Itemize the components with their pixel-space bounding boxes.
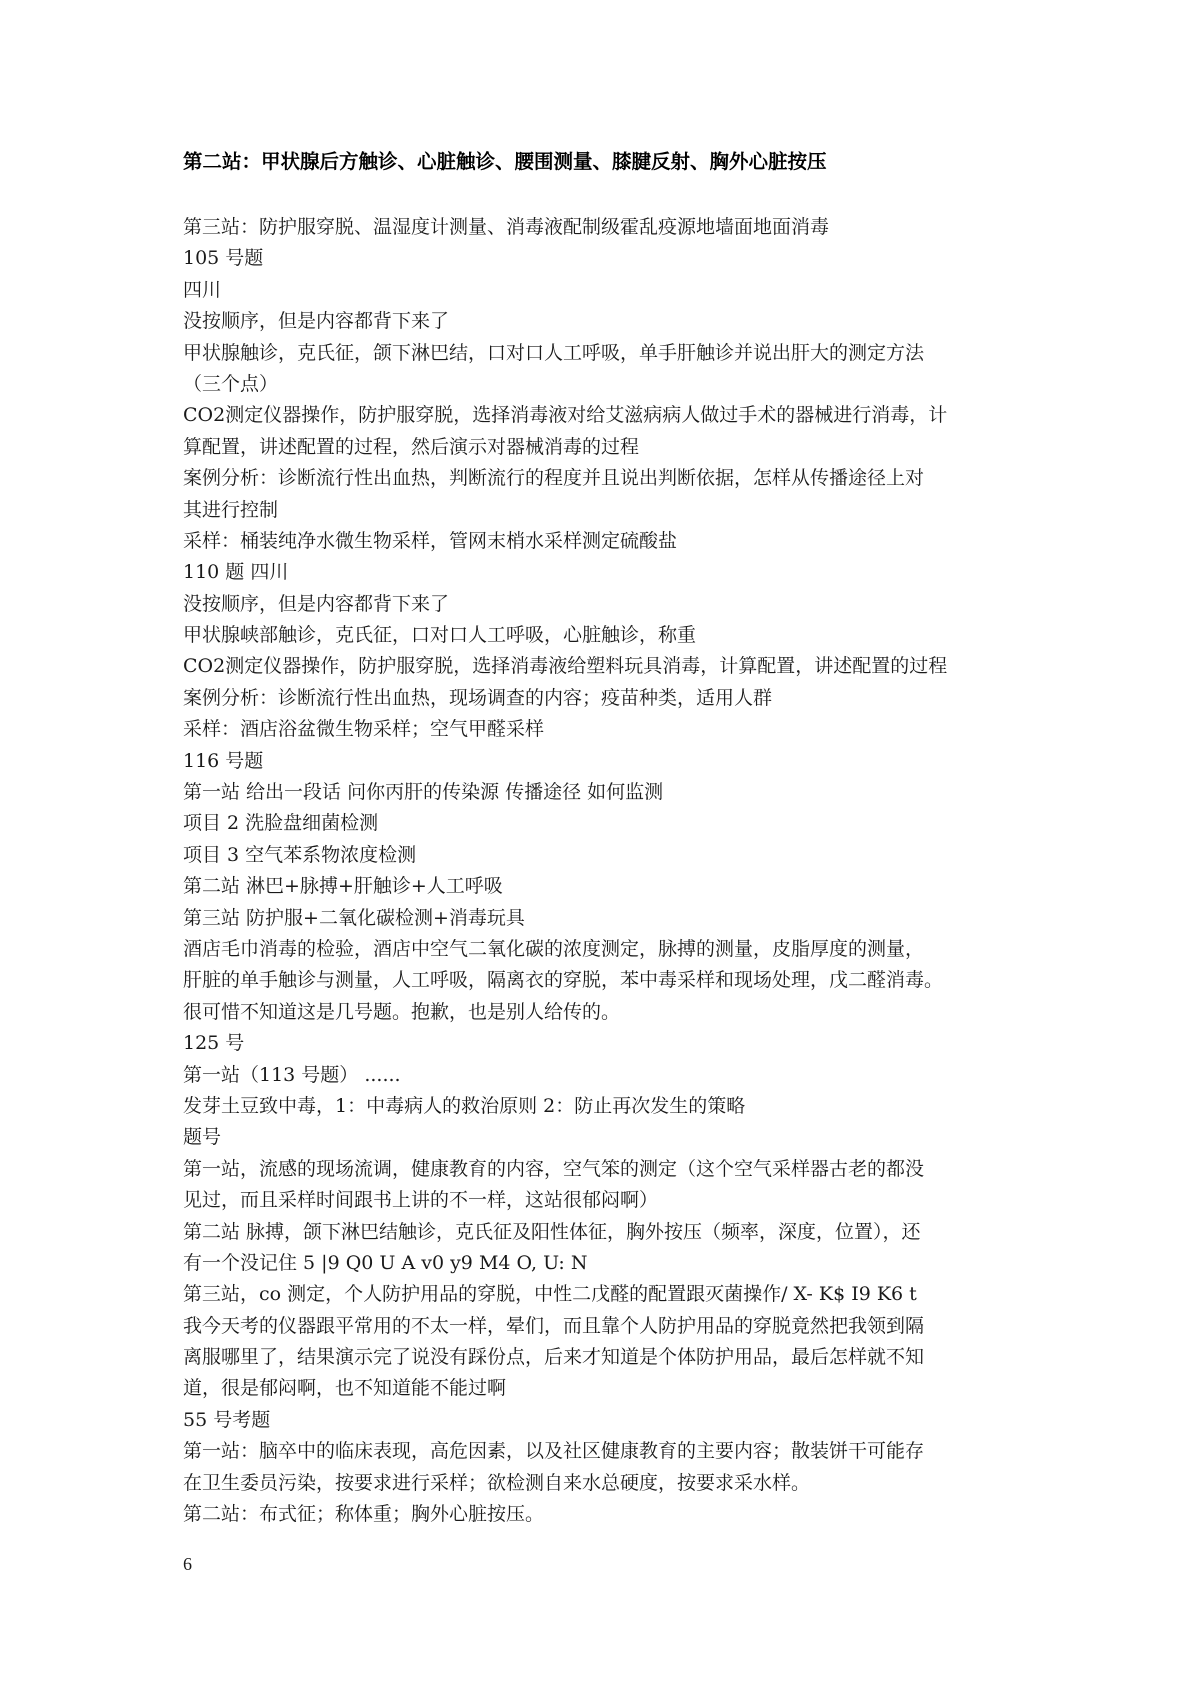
document-body	[183, 212, 1023, 1530]
text-line: 105 号题	[183, 247, 264, 270]
text-line: 第三站 防护服+二氧化碳检测+消毒玩具	[183, 906, 525, 929]
text-line: 55 号考题	[183, 1408, 271, 1431]
text-line: （三个点）	[183, 372, 279, 395]
text-line: 题号	[183, 1126, 222, 1149]
text-line: 道，很是郁闷啊，也不知道能不能过啊	[183, 1377, 507, 1400]
text-line: 算配置，讲述配置的过程，然后演示对器械消毒的过程	[183, 435, 640, 458]
text-line: 第二站 脉搏，颌下淋巴结触诊，克氏征及阳性体征，胸外按压（频率，深度，位置），还	[183, 1220, 921, 1243]
text-line: 116 号题	[183, 749, 264, 772]
text-line: 采样：桶装纯净水微生物采样，管网末梢水采样测定硫酸盐	[183, 529, 678, 552]
text-line: 没按顺序，但是内容都背下来了	[183, 310, 450, 333]
text-line: 第三站：防护服穿脱、温湿度计测量、消毒液配制级霍乱疫源地墙面地面消毒	[183, 216, 830, 238]
text-line: 发芽土豆致中毒，1：中毒病人的救治原则 2：防止再次发生的策略	[183, 1094, 746, 1117]
text-line: 酒店毛巾消毒的检验，酒店中空气二氧化碳的浓度测定，脉搏的测量，皮脂厚度的测量，	[183, 937, 925, 960]
text-line: 离服哪里了，结果演示完了说没有踩份点，后来才知道是个体防护用品，最后怎样就不知	[183, 1346, 925, 1369]
text-line: 我今天考的仪器跟平常用的不太一样，晕们，而且靠个人防护用品的穿脱竟然把我领到隔	[183, 1314, 925, 1337]
text-line: 没按顺序，但是内容都背下来了	[183, 592, 450, 615]
text-line: 有一个没记住 5 |9 Q0 U A v0 y9 M4 O, U: N	[183, 1251, 588, 1274]
text-line: 第一站（113 号题） ......	[183, 1063, 401, 1086]
text-line: 采样：酒店浴盆微生物采样；空气甲醛采样	[183, 718, 545, 741]
text-line: 四川	[183, 278, 222, 301]
text-line: 甲状腺峡部触诊，克氏征，口对口人工呼吸，心脏触诊，称重	[183, 624, 697, 647]
text-line: 第一站 给出一段话 问你丙肝的传染源 传播途径 如何监测	[183, 781, 664, 804]
text-line: 第二站 淋巴+脉搏+肝触诊+人工呼吸	[183, 875, 503, 898]
section-heading: 第二站：甲状腺后方触诊、心脏触诊、腰围测量、膝腱反射、胸外心脏按压	[183, 150, 827, 173]
text-line: 肝脏的单手触诊与测量，人工呼吸，隔离衣的穿脱，苯中毒采样和现场处理，戊二醛消毒。	[183, 969, 944, 992]
text-line: 甲状腺触诊，克氏征，颌下淋巴结，口对口人工呼吸，单手肝触诊并说出肝大的测定方法	[183, 341, 925, 364]
text-line: 案例分析：诊断流行性出血热，判断流行的程度并且说出判断依据，怎样从传播途径上对	[183, 467, 925, 490]
page-number: 6	[183, 1554, 192, 1574]
text-line: 125 号	[183, 1032, 245, 1055]
text-line: CO2测定仪器操作，防护服穿脱，选择消毒液给塑料玩具消毒，计算配置，讲述配置的过程	[183, 655, 948, 678]
text-line: 项目 2 洗脸盘细菌检测	[183, 812, 379, 835]
text-line: 见过，而且采样时间跟书上讲的不一样，这站很郁闷啊）	[183, 1189, 659, 1212]
text-line: 项目 3 空气苯系物浓度检测	[183, 843, 417, 866]
text-line: 第三站，co 测定，个人防护用品的穿脱，中性二戊醛的配置跟灭菌操作/ X- K$ I9 K6 t	[183, 1283, 917, 1306]
text-line: 案例分析：诊断流行性出血热，现场调查的内容；疫苗种类，适用人群	[183, 686, 773, 709]
text-line: 很可惜不知道这是几号题。抱歉，也是别人给传的。	[183, 1000, 621, 1023]
text-line: 其进行控制	[183, 498, 279, 521]
text-line: 110 题 四川	[183, 561, 289, 584]
text-line: 第一站：脑卒中的临床表现，高危因素，以及社区健康教育的主要内容；散装饼干可能存	[183, 1440, 925, 1463]
text-line: 第一站，流感的现场流调，健康教育的内容，空气笨的测定（这个空气采样器古老的都没	[183, 1157, 925, 1180]
text-line: 在卫生委员污染，按要求进行采样；欲检测自来水总硬度，按要求采水样。	[183, 1471, 811, 1494]
text-line: CO2测定仪器操作，防护服穿脱，选择消毒液对给艾滋病病人做过手术的器械进行消毒，计	[183, 404, 948, 427]
text-line: 第二站：布式征；称体重；胸外心脏按压。	[183, 1503, 545, 1526]
